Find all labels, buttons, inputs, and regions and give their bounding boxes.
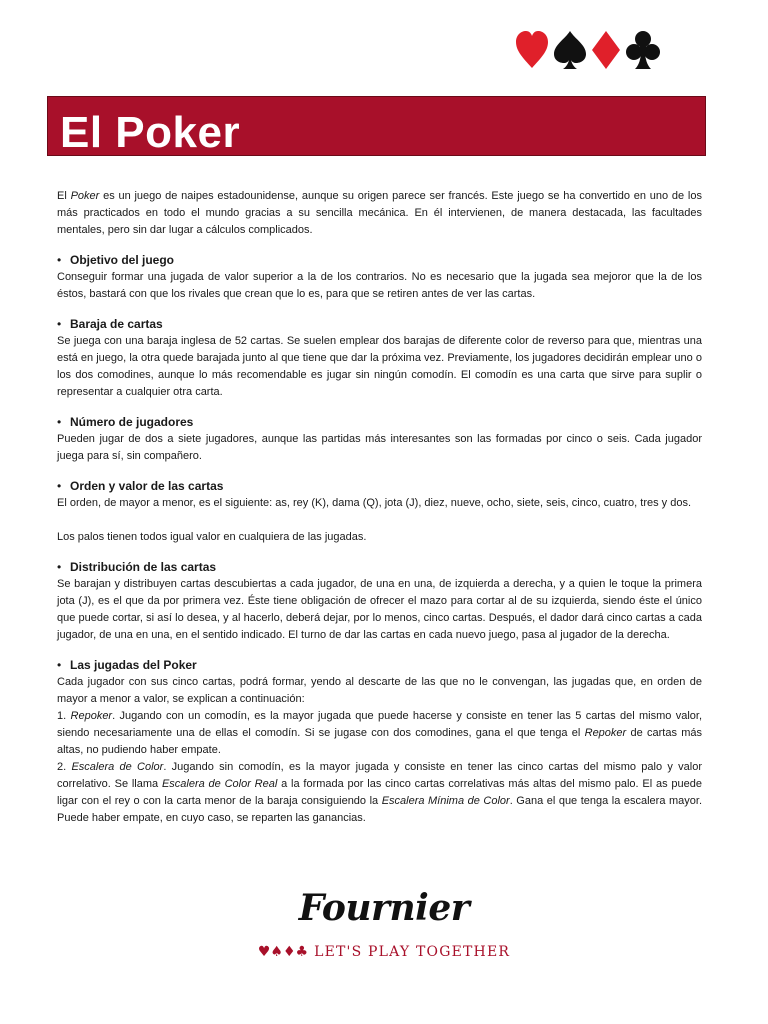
heart-icon xyxy=(515,30,549,70)
tagline xyxy=(0,944,768,960)
section-text-baraja: Se juega con una baraja inglesa de 52 cartas. Se suelen emplear dos barajas de diferente color de reverso para que, mientras una está en juego, la otra quede barajada junto al que tiene que dar la próxima vez. Previamente, los jugadores decidirán emplear uno o los dos comodines, aunque lo más recomendable es jugar sin ningún comodín. El comodín es una carta que sirve para suplir o representar a cualquier otra carta. xyxy=(57,335,702,398)
diamond-icon xyxy=(591,30,621,70)
club-icon xyxy=(625,30,661,70)
suits-decoration xyxy=(515,30,661,70)
section-text-objetivo: Conseguir formar una jugada de valor superior a la de los contrarios. No es necesario que la jugada sea mejoror que la de los éstos, bastará con que los rivales que crean que lo es, para que se retiren antes de ver las cartas. xyxy=(57,271,702,300)
tagline-suits-icon: ♥♠♦♣ xyxy=(257,944,309,960)
jugada-item-2: 2. Escalera de Color. Jugando sin comodín, es la mayor jugada y consiste en tener las cinco cartas del mismo palo y valor correlativo. Se llama Escalera de Color Real a la formada por las cinco cartas correlativas más altas del mismo palo. El as puede ligar con el rey o con la carta menor de la baraja consiguiendo la Escalera Mínima de Color. Gana el que tenga la escalera mayor. Puede haber empate, en cuyo caso, se reparten las ganancias. xyxy=(57,761,702,824)
section-text-numero: Pueden jugar de dos a siete jugadores, aunque las partidas más interesantes son las formadas por cinco o seis. Cada jugador juega para sí, sin compañero. xyxy=(57,433,702,462)
spade-icon xyxy=(553,30,587,70)
section-text-distribucion: Se barajan y distribuyen cartas descubiertas a cada jugador, de una en una, de izquierda a derecha, y a quien le toque la primera jota (J), es el que da por primera vez. Éste tiene obligación de ofrecer el mazo para cortar al de su izquierda, siendo éste el único que puede cortar, si así lo desea, y al hacerlo, deberá dejar, por lo menos, cinco cartas. Después, el dador dará cinco cartas a cada jugador, de una en una, en el sentido indicado. El turno de dar las cartas en cada nuevo juego, pasa al jugador de la derecha. xyxy=(57,578,702,641)
brand-name: Fournier xyxy=(298,887,470,929)
title-banner xyxy=(47,96,706,156)
section-title-distribucion: • Distribución de las cartas xyxy=(57,560,217,574)
section-text-jugadas-intro: Cada jugador con sus cinco cartas, podrá formar, yendo al descarte de las que no le convengan, las jugadas que, en orden de mayor a menor a valor, se explican a continuación: xyxy=(57,676,702,705)
section-title-orden: • Orden y valor de las cartas xyxy=(57,479,224,493)
page-title: El Poker xyxy=(60,108,241,157)
section-title-baraja: • Baraja de cartas xyxy=(57,317,163,331)
section-title-objetivo: • Objetivo del juego xyxy=(57,253,175,267)
section-text-orden-1: El orden, de mayor a menor, es el siguiente: as, rey (K), dama (Q), jota (J), diez, nueve, ocho, siete, seis, cinco, cuatro, tres y dos. xyxy=(57,497,692,509)
document-body xyxy=(57,188,702,827)
intro-paragraph: El Poker es un juego de naipes estadounidense, aunque su origen parece ser francés. Este juego se ha convertido en uno de los más practicados en todo el mundo gracias a su sencilla mecánica. En él intervienen, de manera destacada, las facultades mentales, pero sin dar lugar a cálculos complicados. xyxy=(57,190,702,236)
section-title-numero: • Número de jugadores xyxy=(57,415,194,429)
brand-logo xyxy=(0,886,768,930)
tagline-text: LET'S PLAY TOGETHER xyxy=(314,944,511,960)
jugada-item-1: 1. Repoker. Jugando con un comodín, es la mayor jugada que puede hacerse y consiste en tener las 5 cartas del mismo valor, siendo necesariamente una de ellas el comodín. Si se jugase con dos comodines, gana el que tenga el Repoker de cartas más altas, no pudiendo haber empate. xyxy=(57,710,702,756)
section-title-jugadas: • Las jugadas del Poker xyxy=(57,658,197,672)
section-text-orden-2: Los palos tienen todos igual valor en cualquiera de las jugadas. xyxy=(57,531,367,543)
